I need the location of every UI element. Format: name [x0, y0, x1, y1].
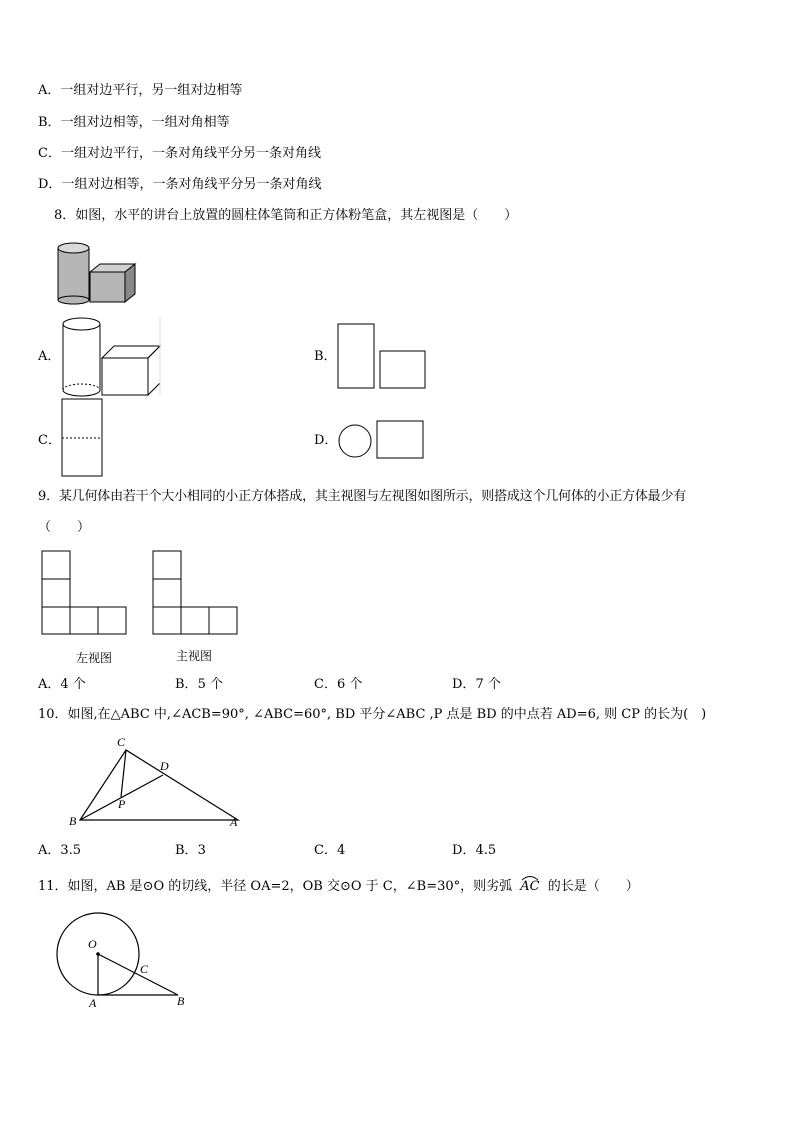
- option-text: 7 个: [475, 677, 501, 692]
- q10-stem: 10．如图,在△ABC 中,∠ACB=90°, ∠ABC=60°, BD 平分∠ABC ,P 点是 BD 的中点若 AD=6, 则 CP 的长为( ): [38, 707, 707, 722]
- q9-front-view-caption: 主视图: [176, 649, 213, 663]
- option-key: D．: [38, 177, 62, 192]
- q9-option-a: [38, 677, 86, 693]
- q8-option-b-key: B．: [314, 349, 337, 364]
- q8-option-a-figure: [60, 316, 162, 398]
- option-key: D．: [452, 843, 476, 858]
- label-c: C: [117, 735, 126, 749]
- label-b: B: [69, 814, 77, 828]
- q10-triangle-figure: [66, 733, 246, 828]
- option-key: A．: [38, 677, 61, 692]
- q10-option-a: [38, 843, 81, 859]
- option-text: 4: [336, 843, 346, 858]
- q11-stem: [38, 879, 639, 895]
- option-text: 一组对边相等，一条对角线平分另一条对角线: [61, 177, 322, 192]
- q9-option-c: [314, 677, 362, 693]
- label-d: D: [160, 759, 169, 773]
- q11-stem-part1: 11．如图，AB 是⊙O 的切线，半径 OA=2，OB 交⊙O 于 C，∠B=30°，则劣弧: [38, 879, 513, 894]
- option-text: 一组对边平行，一条对角线平分另一条对角线: [60, 146, 321, 161]
- q10-option-b: [175, 843, 206, 859]
- option-key: B．: [175, 677, 198, 692]
- option-text: 5 个: [197, 677, 223, 692]
- label-a: A: [230, 815, 238, 829]
- q8-option-d-figure: [337, 418, 427, 460]
- option-text: 4 个: [60, 677, 86, 692]
- option-key: D．: [452, 677, 476, 692]
- q8-option-b-figure: [336, 322, 428, 390]
- q11-circle-tangent-figure: [52, 906, 192, 1012]
- q9-front-view-figure: [151, 549, 241, 637]
- option-text: 4.5: [475, 843, 497, 858]
- option-text: 6 个: [336, 677, 363, 692]
- arc-ac-label: [520, 879, 539, 895]
- label-b: B: [177, 994, 185, 1008]
- q8-option-c-figure: [60, 398, 104, 478]
- q8-figure-cylinder-cube: [55, 240, 140, 305]
- q10-option-d: [452, 843, 496, 859]
- q8-option-c-key: C．: [38, 433, 61, 448]
- arc-label-text: AC: [520, 879, 540, 894]
- q9-option-b: [175, 677, 223, 693]
- q8-option-a-key: A．: [38, 349, 61, 364]
- q7-option-a: [38, 83, 242, 99]
- option-text: 一组对边平行，另一组对边相等: [60, 83, 243, 98]
- label-p: P: [118, 797, 126, 811]
- option-key: C．: [314, 677, 337, 692]
- q7-option-c: [38, 146, 321, 162]
- q11-stem-part2: 的长是（ ）: [547, 879, 639, 894]
- q10-option-c: [314, 843, 345, 859]
- option-key: C．: [314, 843, 337, 858]
- q8-stem: 8．如图，水平的讲台上放置的圆柱体笔筒和正方体粉笔盒，其左视图是（ ）: [54, 208, 518, 223]
- q7-option-b: [38, 115, 230, 131]
- option-text: 3: [197, 843, 206, 858]
- q8-option-d-key: D．: [314, 433, 338, 448]
- q9-left-view-caption: 左视图: [76, 651, 113, 665]
- option-key: B．: [38, 115, 61, 130]
- option-key: A．: [38, 83, 61, 98]
- option-key: A．: [38, 843, 61, 858]
- option-text: 3.5: [60, 843, 82, 858]
- q9-stem-line1: 9．某几何体由若干个大小相同的小正方体搭成，其主视图与左视图如图所示，则搭成这个几何体的小正方体最少有: [38, 489, 687, 504]
- label-c: C: [140, 962, 149, 976]
- label-a: A: [89, 996, 97, 1010]
- option-text: 一组对边相等，一组对角相等: [60, 115, 230, 130]
- option-key: C．: [38, 146, 61, 161]
- q7-option-d: [38, 177, 321, 193]
- label-o: O: [88, 937, 97, 951]
- q9-option-d: [452, 677, 501, 693]
- q9-left-view-figure: [40, 549, 130, 637]
- option-key: B．: [175, 843, 198, 858]
- arc-symbol-icon: [521, 875, 539, 881]
- q9-stem-line2: （ ）: [38, 520, 91, 535]
